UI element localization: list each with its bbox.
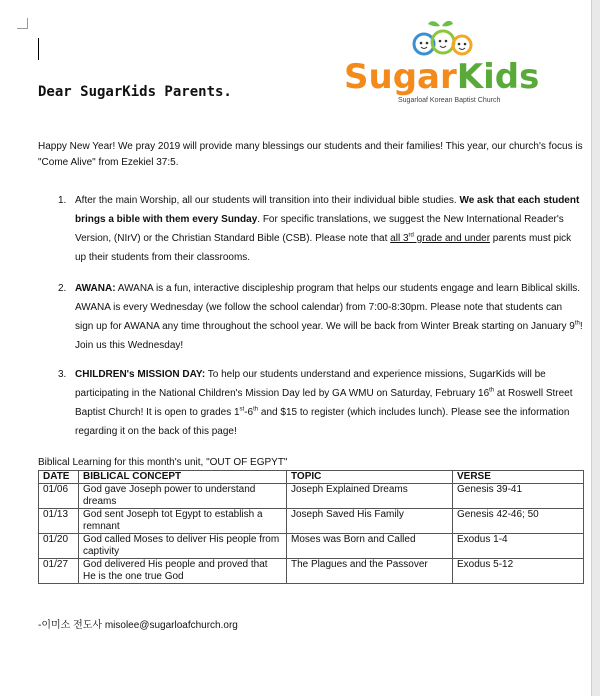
table-row — [39, 559, 584, 584]
margin-corner-mark — [17, 18, 28, 29]
item-text: parents must pick up their students from their classrooms. — [75, 233, 572, 263]
item-text: After the main Worship, all our students will transition into their individual bible studies. — [75, 195, 460, 206]
item-text: AWANA is a fun, interactive discipleship program that helps our students engage and learn Biblical skills. AWANA is every Wednesday (we follow the school calendar) from 7:00-8:30pm. Please note that students can sign up for AWANA any time throughout the school year. We will be back from Winter Break starting on January 9 — [75, 283, 581, 332]
face-icon — [453, 36, 471, 54]
logo-sugar-text: Sugar — [344, 57, 457, 97]
table-header-row — [39, 471, 584, 484]
cell-verse: Genesis 42-46; 50 — [453, 509, 584, 534]
cell-topic: Joseph Saved His Family — [287, 509, 453, 534]
cell-concept: God called Moses to deliver His people from captivity — [79, 534, 287, 559]
intro-paragraph: Happy New Year! We pray 2019 will provide many blessings our students and their families! This year, our church's focus is "Come Alive" from Ezekiel 37:5. — [38, 141, 583, 168]
list-number: 2. — [58, 283, 67, 294]
page-edge — [591, 0, 600, 696]
list-item-bible-studies — [58, 191, 583, 267]
cell-date: 01/27 — [39, 559, 79, 584]
greeting-heading: Dear SugarKids Parents. — [38, 84, 232, 100]
item-bold-text: CHILDREN's MISSION DAY: — [75, 369, 206, 380]
logo-church-name: Sugarloaf Korean Baptist Church — [398, 97, 501, 104]
cell-verse: Exodus 1-4 — [453, 534, 584, 559]
list-number: 1. — [58, 195, 67, 206]
superscript: th — [489, 387, 495, 394]
item-text: . For specific translations, we suggest the New International Reader's Version, (NIrV) or the Christian Standard Bible (CSB). Please note that — [75, 214, 564, 244]
cell-date: 01/06 — [39, 484, 79, 509]
cell-topic: Joseph Explained Dreams — [287, 484, 453, 509]
sugarkids-logo-graphic — [336, 18, 540, 110]
table-row — [39, 509, 584, 534]
item-text: -6 — [244, 407, 254, 418]
cell-date: 01/13 — [39, 509, 79, 534]
superscript: th — [574, 320, 580, 327]
text-cursor — [38, 38, 39, 60]
sugarkids-logo — [336, 18, 540, 110]
cell-concept: God gave Joseph power to understand dreams — [79, 484, 287, 509]
cell-concept: God delivered His people and proved that He is the one true God — [79, 559, 287, 584]
cell-date: 01/20 — [39, 534, 79, 559]
item-bold-text: AWANA: — [75, 283, 116, 294]
column-header-topic: TOPIC — [287, 471, 453, 484]
superscript: st — [239, 406, 245, 413]
cell-topic: The Plagues and the Passover — [287, 559, 453, 584]
column-header-verse: VERSE — [453, 471, 584, 484]
column-header-date: DATE — [39, 471, 79, 484]
item-underlined-text: all 3rd grade and under — [390, 232, 491, 244]
superscript: th — [253, 406, 259, 413]
cell-verse: Exodus 5-12 — [453, 559, 584, 584]
cell-verse: Genesis 39-41 — [453, 484, 584, 509]
curriculum-table — [38, 470, 584, 584]
list-number: 3. — [58, 369, 67, 380]
leaf-icon — [428, 21, 440, 26]
item-text: ! Join us this Wednesday! — [75, 321, 583, 351]
item-text: To help our students understand and experience missions, SugarKids will be participating in the National Children's Mission Day led by GA WMU on Saturday, February 16 — [75, 369, 546, 399]
cell-concept: God sent Joseph tot Egypt to establish a remnant — [79, 509, 287, 534]
logo-kids-text: Kids — [456, 57, 540, 97]
item-bold-text: We ask that each student brings a bible with them every Sunday — [75, 195, 580, 225]
column-header-concept: BIBLICAL CONCEPT — [79, 471, 287, 484]
leaf-icon — [442, 21, 453, 27]
list-item-mission-day — [58, 365, 583, 441]
item-text: and $15 to register (which includes lunch). Please see the information regarding it on the back of this page! — [75, 407, 570, 437]
svg-text:SugarKids — [344, 57, 539, 97]
footer-contact: -이미소 전도사 misolee@sugarloafchurch.org — [38, 620, 238, 631]
table-row — [39, 484, 584, 509]
list-item-awana — [58, 279, 583, 355]
table-row — [39, 534, 584, 559]
cell-topic: Moses was Born and Called — [287, 534, 453, 559]
item-text: at Roswell Street Baptist Church! It is open to grades 1 — [75, 388, 573, 418]
table-caption: Biblical Learning for this month's unit, "OUT OF EGPYT" — [38, 457, 288, 468]
